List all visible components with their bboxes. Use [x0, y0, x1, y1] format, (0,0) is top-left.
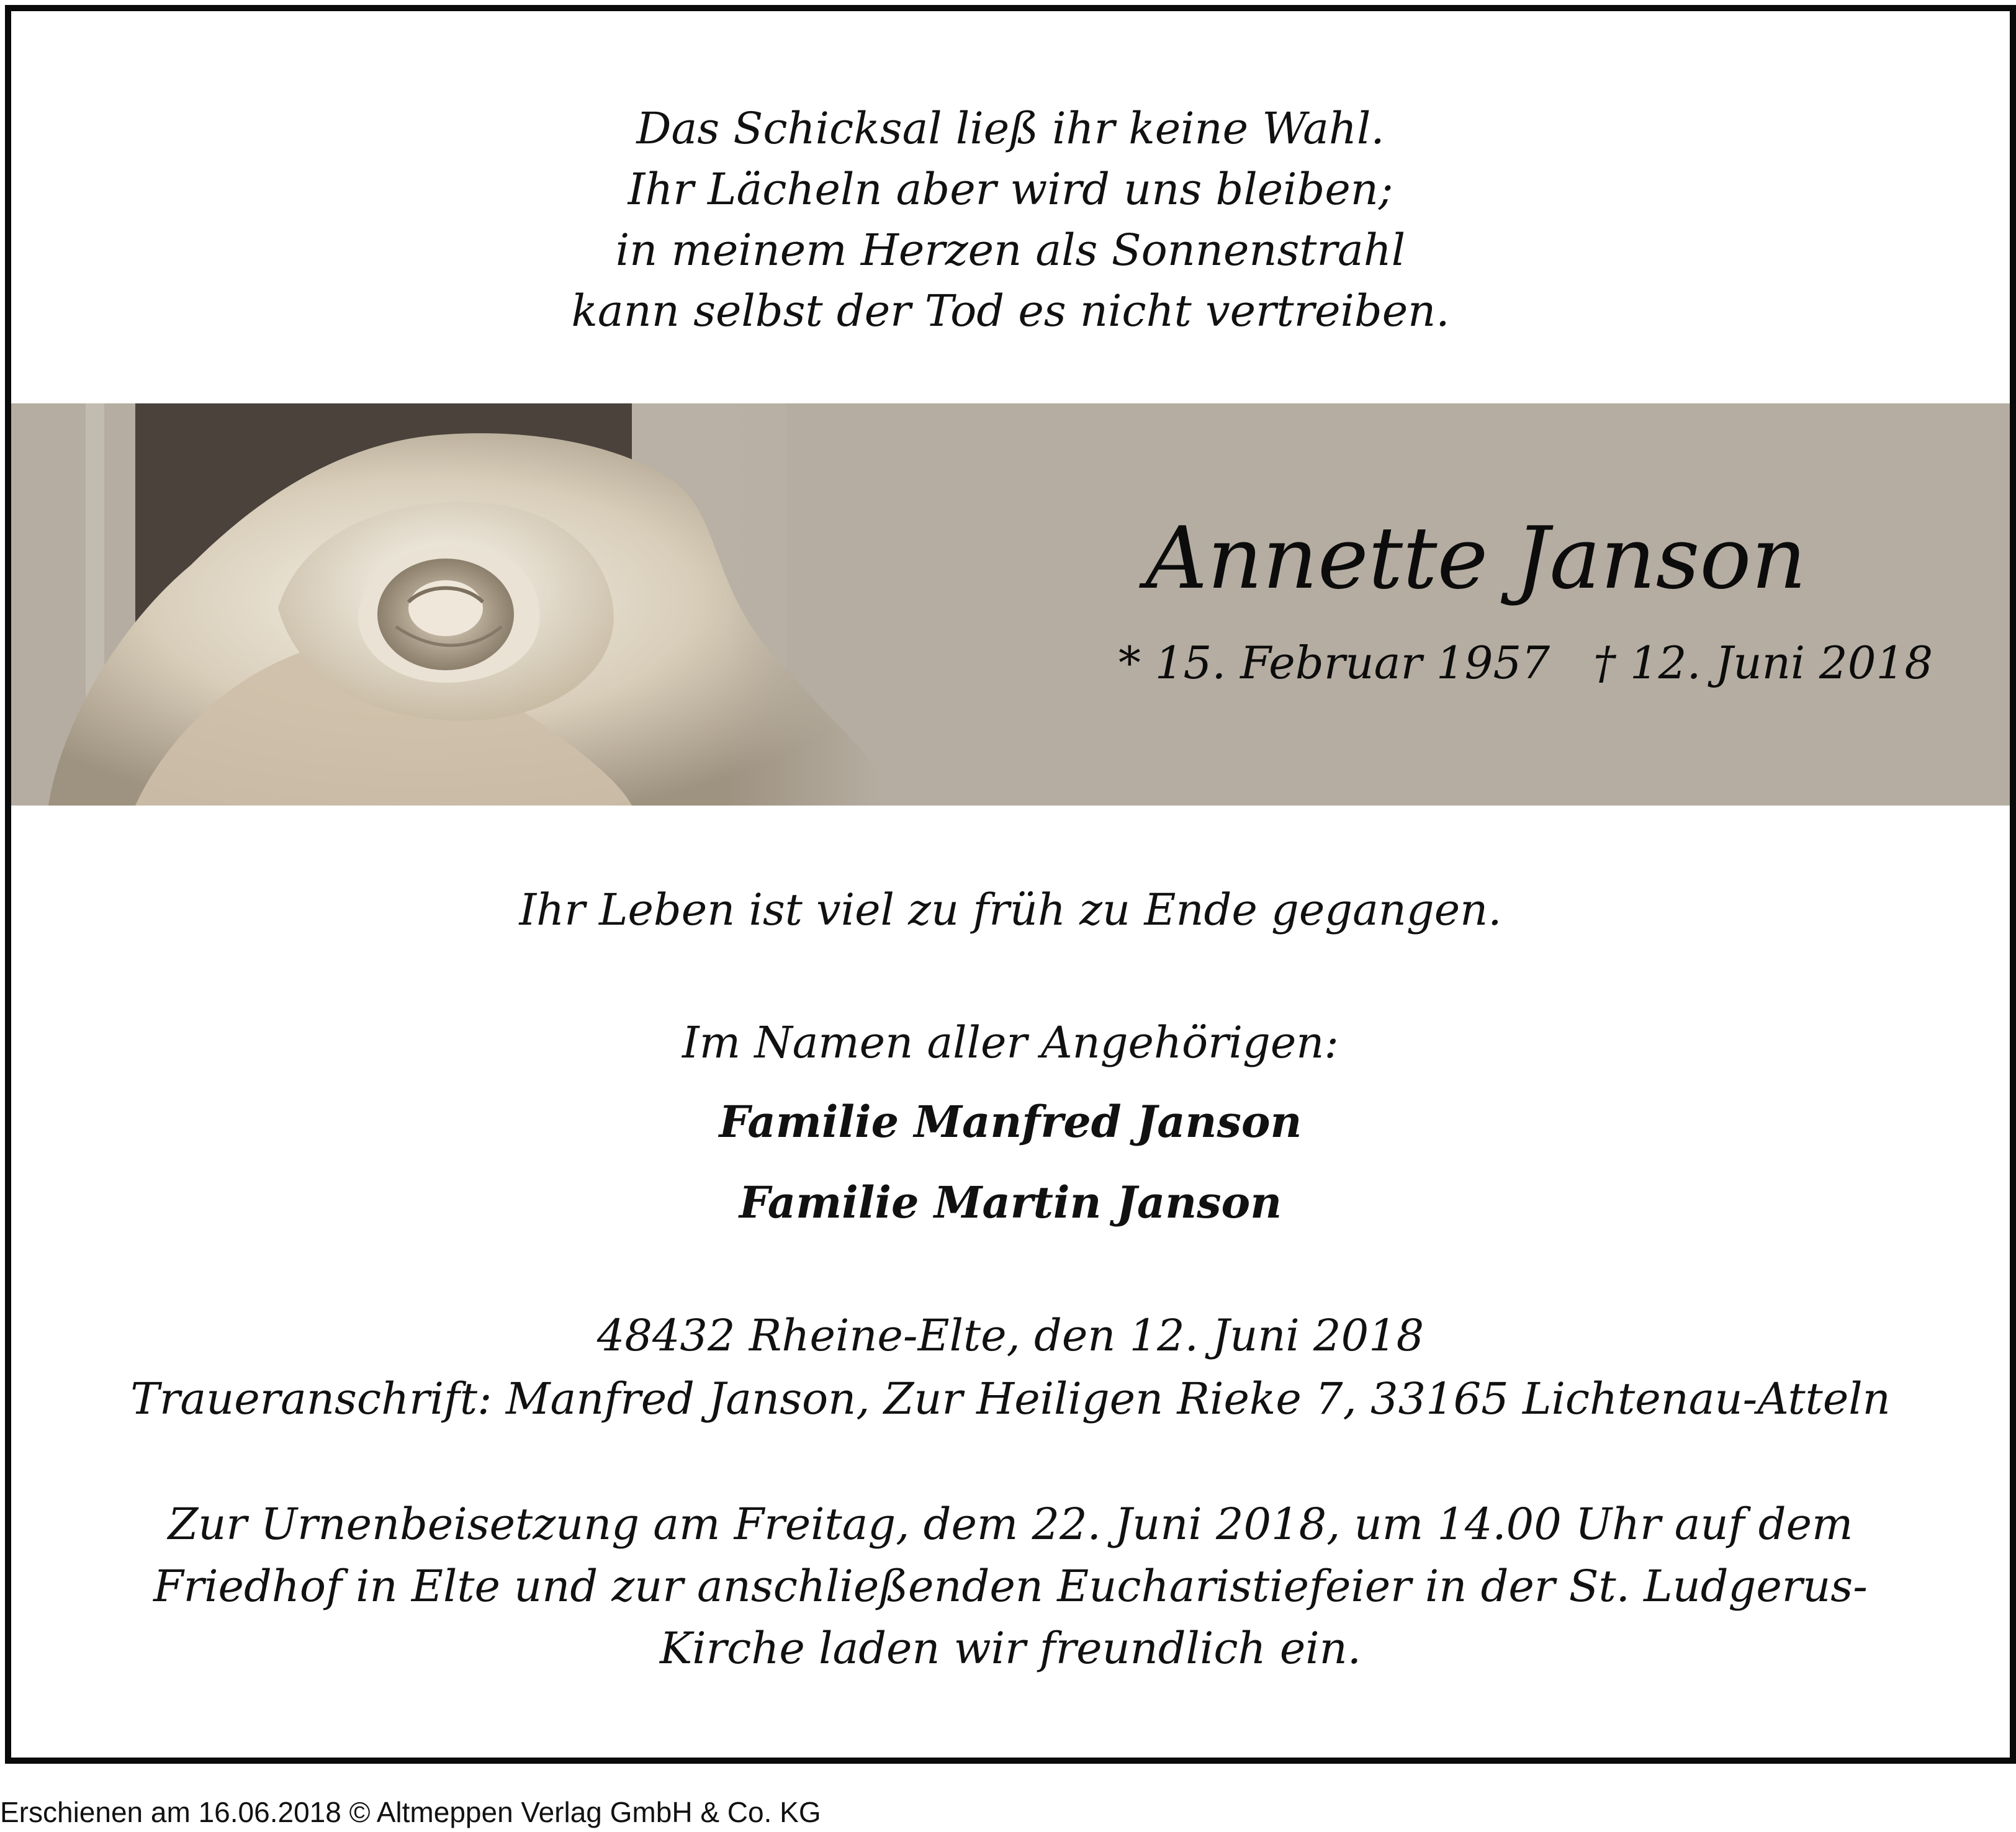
poem-line: kann selbst der Tod es nicht vertreiben. — [571, 285, 1450, 336]
message-line: Ihr Leben ist viel zu früh zu Ende gegangen. — [519, 884, 1502, 935]
family-name: Familie Manfred Janson — [719, 1096, 1302, 1147]
death-date: † 12. Juni 2018 — [1593, 637, 1933, 689]
poem-line: Das Schicksal ließ ihr keine Wahl. — [636, 103, 1385, 154]
obituary-notice — [5, 5, 2016, 1764]
birth-date: * 15. Februar 1957 — [1118, 637, 1550, 689]
deceased-name: Annette Janson — [1145, 508, 1807, 608]
place-date-line: 48432 Rheine-Elte, den 12. Juni 2018 — [596, 1310, 1424, 1361]
family-intro: Im Namen aller Angehörigen: — [682, 1017, 1339, 1068]
poem — [11, 98, 2010, 341]
ceremony-line: Zur Urnenbeisetzung am Freitag, dem 22. Juni 2018, um 14.00 Uhr auf dem — [168, 1499, 1853, 1550]
name-banner — [11, 403, 2010, 806]
life-dates — [1091, 632, 1960, 694]
ceremony-line: Kirche laden wir freundlich ein. — [659, 1623, 1362, 1674]
ceremony-line: Friedhof in Elte und zur anschließenden Eucharistiefeier in der St. Ludgerus- — [153, 1561, 1868, 1612]
poem-line: in meinem Herzen als Sonnenstrahl — [615, 225, 1406, 276]
poem-line: Ihr Lächeln aber wird uns bleiben; — [628, 164, 1393, 215]
family-name: Familie Martin Janson — [739, 1177, 1282, 1228]
mourning-address: Traueranschrift: Manfred Janson, Zur Heiligen Rieke 7, 33165 Lichtenau-Atteln — [130, 1373, 1891, 1424]
rose-photo-icon — [11, 403, 880, 806]
publication-footer: Erschienen am 16.06.2018 © Altmeppen Verlag GmbH & Co. KG — [0, 1796, 821, 1828]
